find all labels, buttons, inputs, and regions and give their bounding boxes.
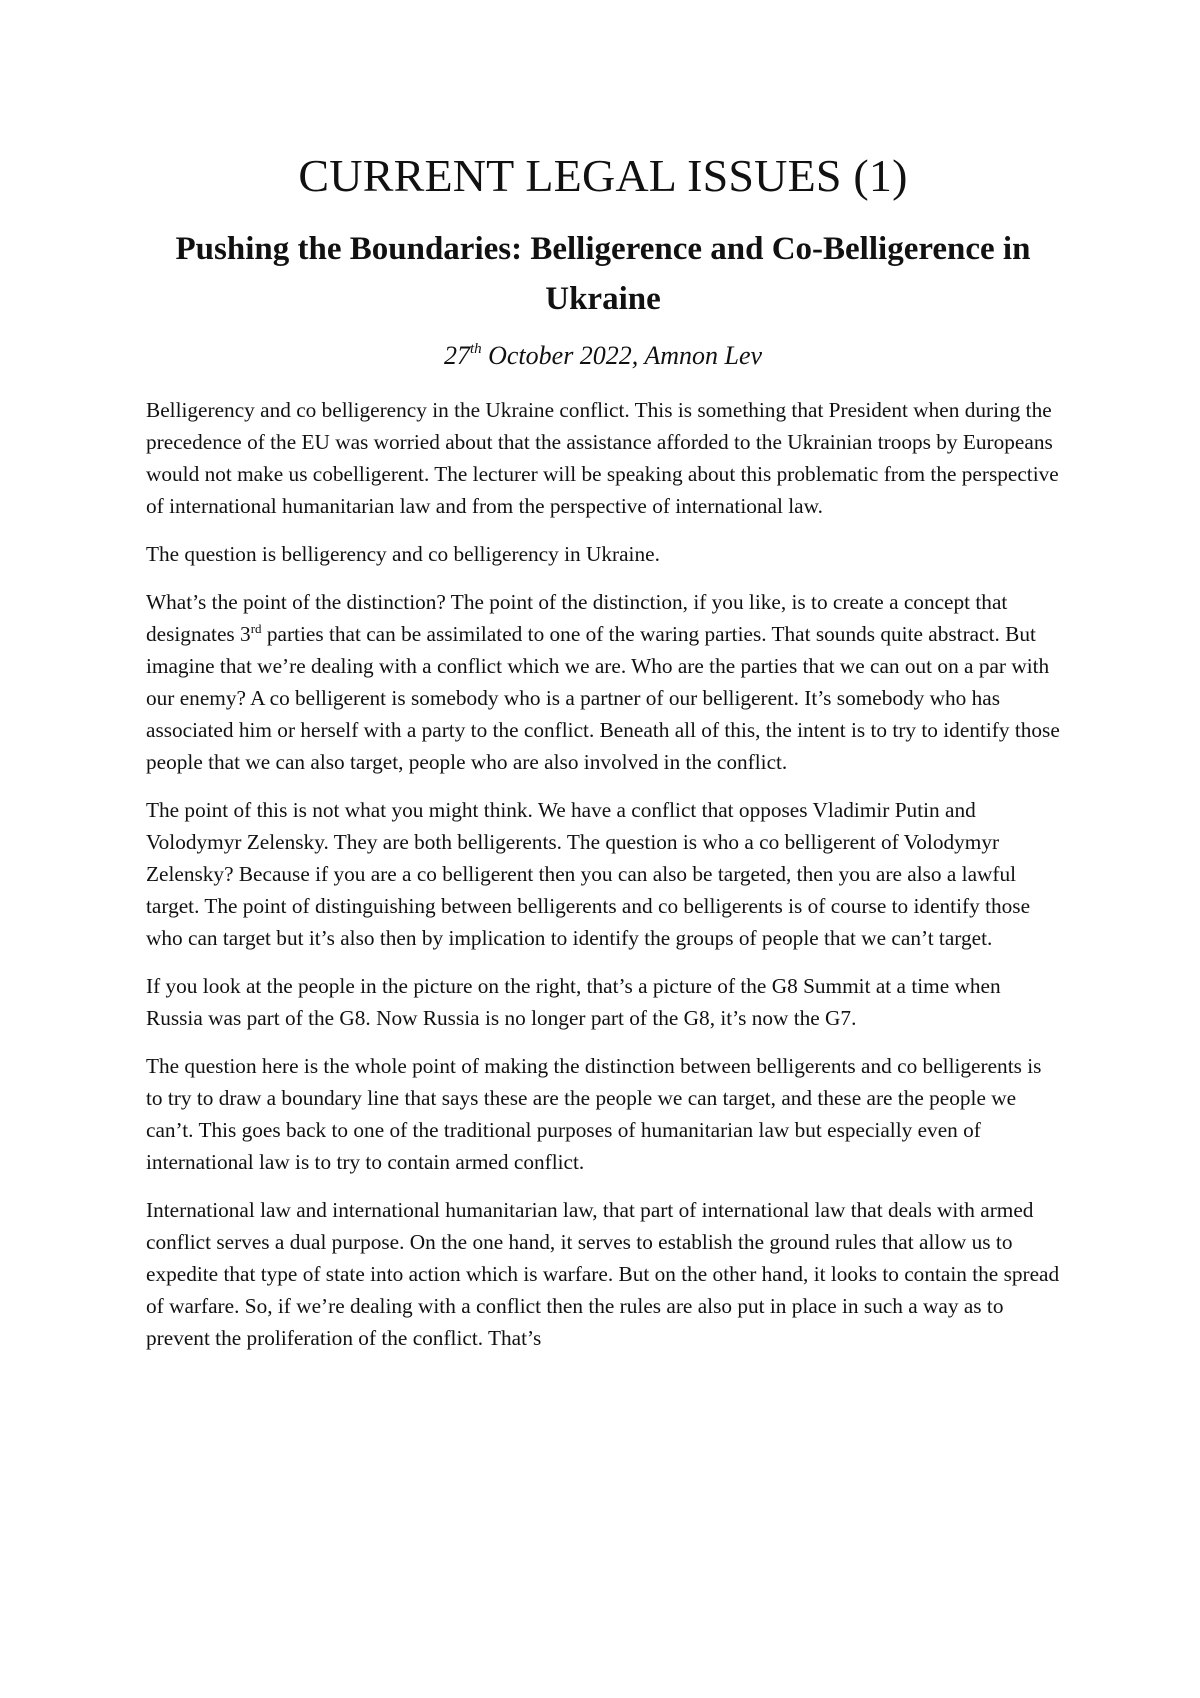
document-title: CURRENT LEGAL ISSUES (1): [298, 150, 908, 201]
paragraph-7: International law and international humanitarian law, that part of international law that deals with armed conflict serves a dual purpose. On the one hand, it serves to establish the ground rules that allow us to expedite that type of state into action which is warfare. But on the other hand, it looks to contain the spread of warfare. So, if we’re dealing with a conflict then the rules are also put in place in such a way as to prevent the proliferation of the conflict. That’s: [146, 1198, 1060, 1350]
paragraph-4: The point of this is not what you might think. We have a conflict that opposes Vladimir Putin and Volodymyr Zelensky. They are both belligerents. The question is who a co belligerent of Volodymyr Zelensky? Because if you are a co belligerent then you can also be targeted, then you are also a lawful target. The point of distinguishing between belligerents and co belligerents is of course to identify those who can target but it’s also then by implication to identify the groups of people that we can’t target.: [146, 798, 1031, 950]
paragraph-3-text-before: What’s the point of the distinction? The point of the distinction, if you like, is to create a concept that designates 3: [146, 590, 1008, 646]
document-subtitle: Pushing the Boundaries: Belligerence and Co-Belligerence in Ukraine: [175, 231, 1031, 317]
paragraph-3-text-after: parties that can be assimilated to one of the waring parties. That sounds quite abstract. But imagine that we’re dealing with a conflict which we are. Who are the parties that we can out on a par with our enemy? A co belligerent is somebody who is a partner of our belligerent. It’s somebody who has associated him or herself with a party to the conflict. Beneath all of this, the intent is to try to identify those people that we can also target, people who are also involved in the conflict.: [146, 622, 1060, 774]
byline-day: 27: [443, 341, 470, 370]
paragraph-3: [146, 586, 1060, 778]
paragraph-2: The question is belligerency and co belligerency in Ukraine.: [146, 542, 660, 566]
byline-rest: October 2022, Amnon Lev: [481, 341, 763, 370]
ordinal-suffix: rd: [250, 621, 262, 636]
paragraph-1: Belligerency and co belligerency in the Ukraine conflict. This is something that President when during the precedence of the EU was worried about that the assistance afforded to the Ukrainian troops by Europeans would not make us cobelligerent. The lecturer will be speaking about this problematic from the perspective of international humanitarian law and from the perspective of international law.: [146, 398, 1059, 518]
document-body: [146, 394, 1060, 1354]
date-author-line: [146, 338, 1060, 374]
paragraph-5: If you look at the people in the picture on the right, that’s a picture of the G8 Summit at a time when Russia was part of the G8. Now Russia is no longer part of the G8, it’s now the G7.: [146, 974, 1001, 1030]
paragraph-6: The question here is the whole point of making the distinction between belligerents and co belligerents is to try to draw a boundary line that says these are the people we can target, and these are the people we can’t. This goes back to one of the traditional purposes of humanitarian law but especially even of international law is to try to contain armed conflict.: [146, 1054, 1042, 1174]
byline-day-suffix: th: [469, 341, 482, 357]
